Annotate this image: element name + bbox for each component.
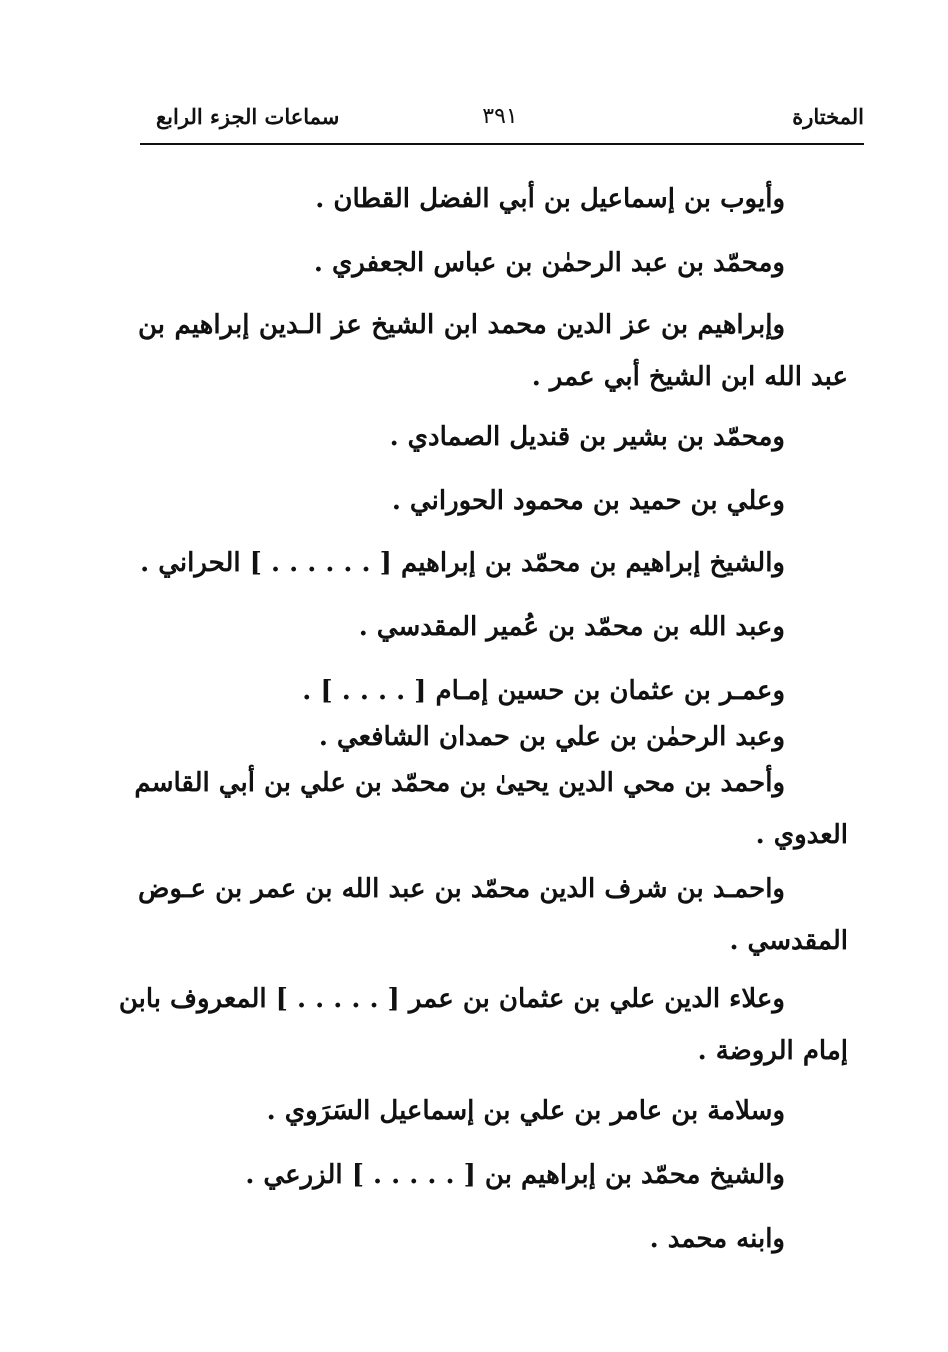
text-line: وعبد الله بن محمّد بن عُمير المقدسي .: [358, 612, 785, 642]
text-line: العدوي .: [755, 820, 848, 850]
text-line: والشيخ محمّد بن إبراهيم بن [ . . . . . ] الزرعي .: [245, 1160, 785, 1190]
text-line: إمام الروضة .: [697, 1036, 848, 1066]
page-number: ٣٩١: [482, 104, 518, 129]
text-line: عبد الله ابن الشيخ أبي عمر .: [531, 362, 848, 392]
text-line: ومحمّد بن عبد الرحمٰن بن عباس الجعفري .: [313, 248, 785, 278]
text-line: والشيخ إبراهيم بن محمّد بن إبراهيم [ . . . . . . ] الحراني .: [140, 548, 785, 578]
text-line: وعمـر بن عثمان بن حسين إمـام [ . . . . ] .: [302, 676, 785, 706]
text-line: وعبد الرحمٰن بن علي بن حمدان الشافعي .: [318, 722, 785, 752]
text-line: وأيوب بن إسماعيل بن أبي الفضل القطان .: [315, 184, 785, 214]
text-line: وابنه محمد .: [649, 1224, 785, 1254]
text-line: المقدسي .: [729, 926, 848, 956]
text-line: وأحمد بن محي الدين يحيىٰ بن محمّد بن علي بن أبي القاسم: [134, 768, 785, 798]
text-line: وعلي بن حميد بن محمود الحوراني .: [391, 486, 785, 516]
section-title: سماعات الجزء الرابع: [156, 104, 340, 129]
text-line: وسلامة بن عامر بن علي بن إسماعيل السَرَوي .: [266, 1096, 785, 1126]
text-line: واحمـد بن شرف الدين محمّد بن عبد الله بن عمر بن عـوض: [138, 874, 785, 904]
text-line: وعلاء الدين علي بن عثمان بن عمر [ . . . . . ] المعروف بابن: [118, 984, 785, 1014]
book-title: المختارة: [792, 104, 864, 129]
text-line: وإبراهيم بن عز الدين محمد ابن الشيخ عز الـدين إبراهيم بن: [138, 310, 785, 340]
text-line: ومحمّد بن بشير بن قنديل الصمادي .: [389, 422, 785, 452]
